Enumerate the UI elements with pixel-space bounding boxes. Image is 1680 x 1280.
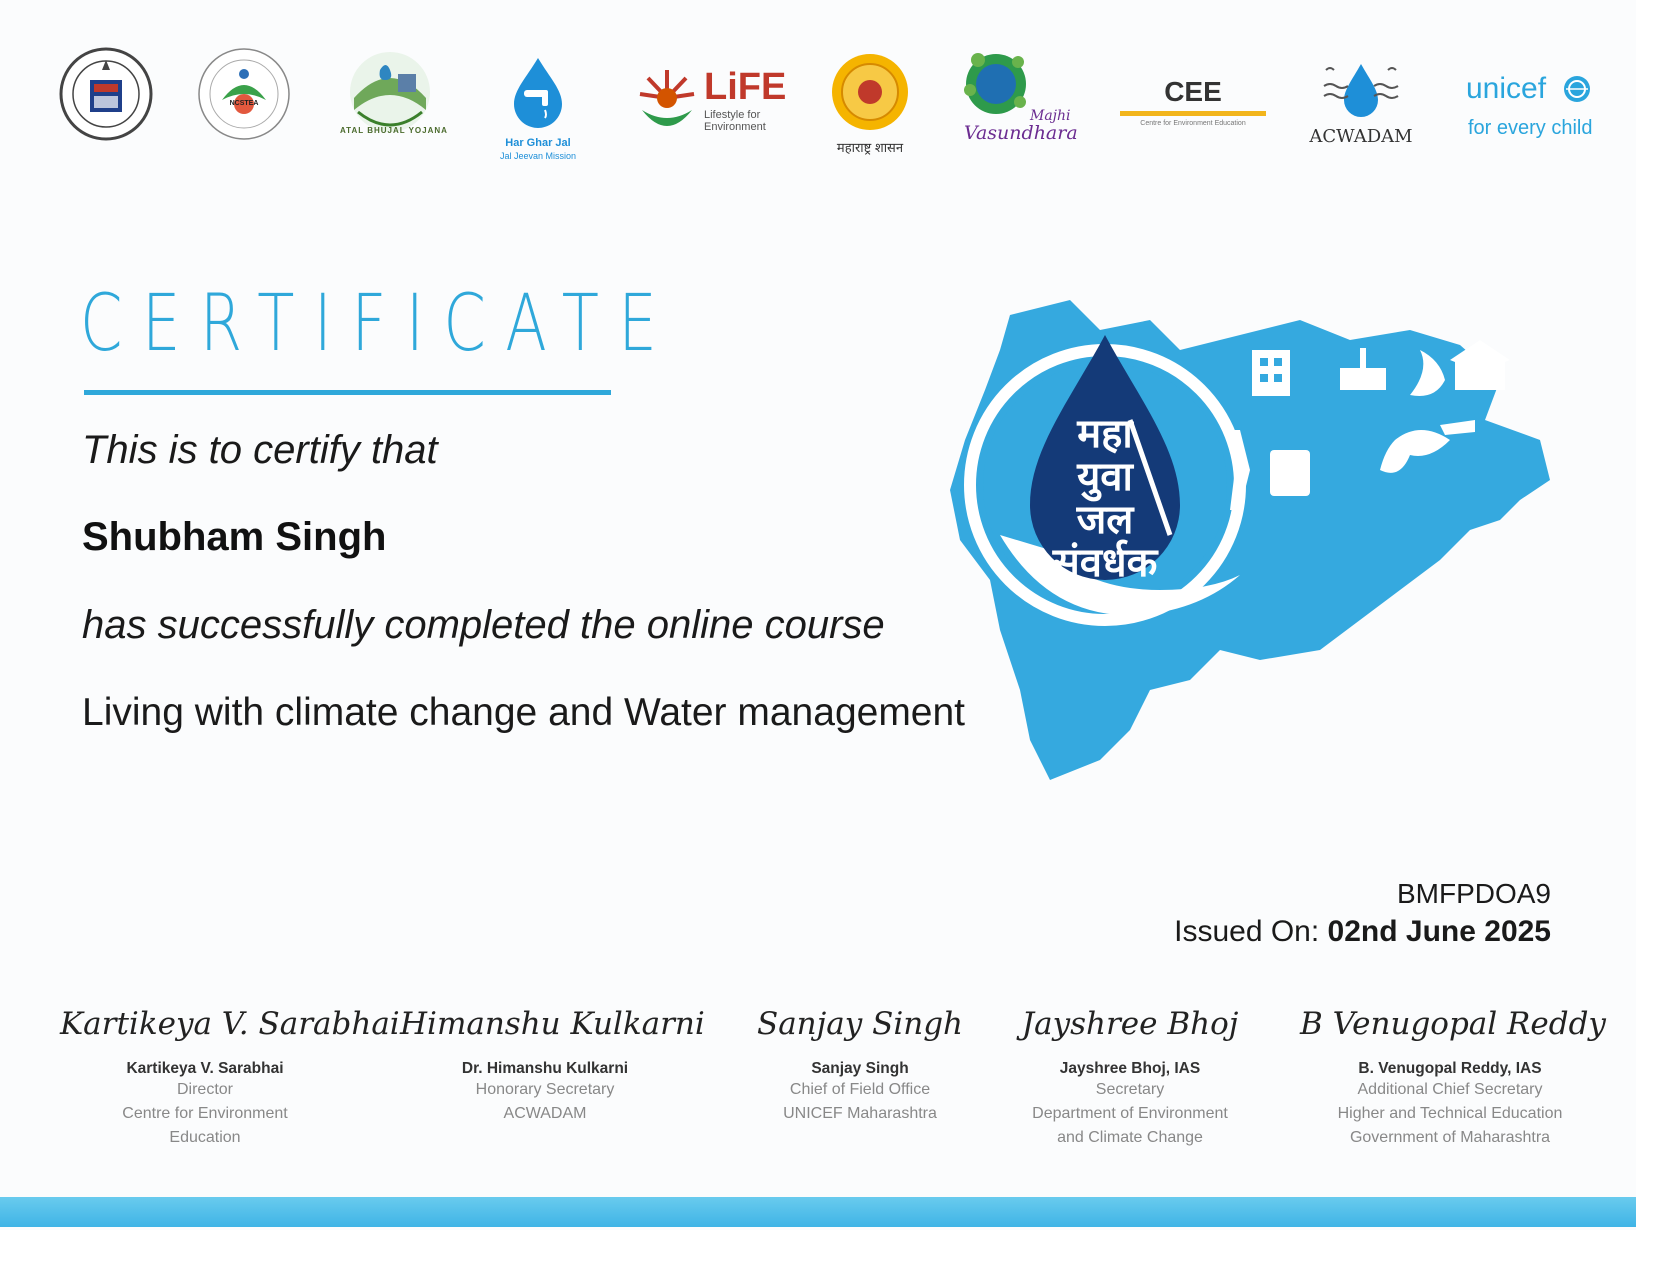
ncstea-logo (196, 40, 292, 170)
emblem-line-3: जल (1076, 497, 1134, 543)
signatory-name: Sanjay Singh (811, 1060, 909, 1077)
signatory-4 (1000, 1000, 1260, 1150)
unicef-logo (1462, 40, 1602, 170)
signatory-role: Director (176, 1081, 233, 1098)
issued-label: Issued On: (1174, 915, 1328, 948)
signatory-name: Kartikeya V. Sarabhai (126, 1060, 284, 1077)
footer-bar (0, 1197, 1636, 1227)
ncstea-name: NCSTEA (229, 100, 259, 107)
majhi-vasundhara-logo (958, 40, 1078, 170)
partner-logos (0, 40, 1636, 170)
atal-bhujal-name: ATAL BHUJAL YOJANA (340, 126, 448, 135)
recipient-name: Shubham Singh (82, 515, 387, 559)
maha-yuva-jal-sanvardhak-emblem (940, 290, 1570, 790)
signatory-name: Jayshree Bhoj, IAS (1059, 1060, 1201, 1077)
certificate-id: BMFPDOA9 (1396, 878, 1551, 909)
cee-logo (1120, 40, 1266, 170)
water-tap-drop-icon (490, 40, 586, 130)
signature: B Venugopal Reddy (1300, 1006, 1606, 1042)
signatory-role: Honorary Secretary (475, 1081, 615, 1098)
atal-bhujal-logo (340, 40, 448, 170)
maharashtra-seal-icon (820, 40, 920, 140)
vasundhara-label: Vasundhara (964, 122, 1078, 144)
har-ghar-jal-logo (490, 40, 586, 170)
jal-jeevan-label: Jal Jeevan Mission (499, 151, 577, 161)
life-sun-leaf-icon (636, 64, 698, 144)
signatory-role: UNICEF Maharashtra (783, 1105, 937, 1122)
signature: Kartikeya V. Sarabhai (60, 1006, 400, 1042)
title-underline (84, 390, 611, 395)
maharashtra-shasan-logo (820, 40, 920, 170)
issued-date: 02nd June 2025 (1327, 915, 1551, 948)
life-subtitle-1: Lifestyle for (704, 109, 761, 121)
aiilsg-logo (58, 40, 154, 170)
signatory-role: Government of Maharashtra (1349, 1129, 1551, 1146)
acwadam-logo (1306, 40, 1416, 170)
life-logo (636, 40, 786, 170)
course-name: Living with climate change and Water management (82, 691, 966, 734)
signatory-1 (60, 1000, 400, 1150)
signatory-2 (400, 1000, 705, 1126)
signatory-role: Additional Chief Secretary (1357, 1081, 1543, 1098)
ncstea-seal-icon (196, 40, 292, 150)
issued-on (1174, 915, 1551, 949)
maharashtra-shasan-label: महाराष्ट्र शासन (836, 140, 904, 155)
acwadam-drop-icon (1306, 40, 1416, 130)
life-title: LiFE (704, 66, 787, 108)
emblem-line-1: महा (1077, 411, 1133, 457)
majhi-label: Majhi (1030, 108, 1071, 124)
signatory-name: B. Venugopal Reddy, IAS (1358, 1060, 1542, 1077)
earth-leaves-icon (958, 40, 1038, 130)
signatory-3 (740, 1000, 980, 1126)
signature: Sanjay Singh (756, 1006, 964, 1042)
signatory-role: Department of Environment (1032, 1105, 1228, 1122)
signature: Himanshu Kulkarni (400, 1006, 705, 1042)
signatory-role: Chief of Field Office (789, 1081, 931, 1098)
cee-underline (1120, 111, 1266, 116)
emblem-line-2: युवा (1077, 454, 1133, 500)
cee-subtitle: Centre for Environment Education (1140, 120, 1246, 127)
unicef-tagline: for every child (1468, 117, 1593, 139)
signatory-role: and Climate Change (1057, 1129, 1203, 1146)
maharashtra-map-icon (940, 290, 1570, 790)
signatory-role: Secretary (1095, 1081, 1165, 1098)
acwadam-label: ACWADAM (1309, 126, 1413, 147)
aiilsg-seal-icon (58, 40, 154, 150)
life-subtitle-2: Environment (704, 121, 766, 133)
emblem-line-4: संवर्धक (1052, 540, 1158, 586)
signatory-role: ACWADAM (503, 1105, 587, 1122)
signature: Jayshree Bhoj (1021, 1006, 1239, 1042)
signatory-5 (1300, 1000, 1606, 1150)
cee-title: CEE (1164, 76, 1222, 107)
signatory-name: Dr. Himanshu Kulkarni (461, 1060, 629, 1077)
certificate-title: CERTIFICATE (80, 279, 677, 369)
har-ghar-jal-label: Har Ghar Jal (505, 137, 571, 149)
signatory-role: Higher and Technical Education (1337, 1105, 1563, 1122)
unicef-wordmark: unicef (1466, 72, 1547, 105)
certify-line: This is to certify that (82, 428, 438, 472)
unicef-globe-icon (1562, 74, 1592, 104)
completed-line: has successfully completed the online course (82, 603, 885, 647)
signatory-role: Centre for Environment (122, 1105, 288, 1122)
signatory-role: Education (169, 1129, 241, 1146)
